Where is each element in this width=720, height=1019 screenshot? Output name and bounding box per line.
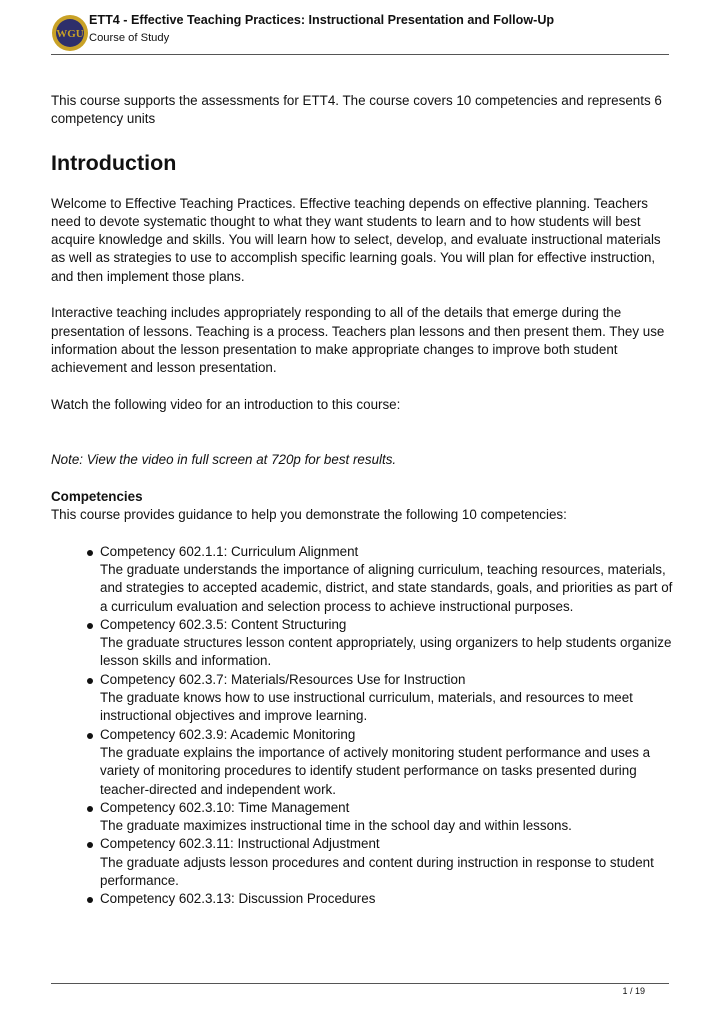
competency-item <box>100 799 673 836</box>
competency-description: The graduate explains the importance of actively monitoring student performance and uses a variety of monitoring procedures to identify student performance on tasks presented during teacher-directed and independent work. <box>100 744 651 797</box>
competency-title: Competency 602.1.1: Curriculum Alignment <box>100 543 359 559</box>
bullet-icon <box>87 678 93 684</box>
bullet-icon <box>87 897 93 903</box>
document-body <box>51 92 673 909</box>
video-instruction: Watch the following video for an introduction to this course: <box>51 396 401 412</box>
competency-item <box>100 616 673 671</box>
competency-item <box>100 890 673 908</box>
competency-description: The graduate knows how to use instructional curriculum, materials, and resources to meet instructional objectives and improve learning. <box>100 690 633 724</box>
page-header <box>51 10 669 55</box>
competency-description: The graduate understands the importance of aligning curriculum, teaching resources, materials, and strategies to accepted academic, district, and state standards, goals, and priorities as part of a curriculum evaluation and selection process to achieve instructional purposes. <box>100 561 673 614</box>
competency-description: The graduate adjusts lesson procedures and content during instruction in response to student performance. <box>100 854 654 888</box>
interactive-teaching-paragraph: Interactive teaching includes appropriately responding to all of the details that emerge during the presentation of lessons. Teaching is a process. Teachers plan lessons and then present them. They use information about the lesson presentation to make appropriate changes to improve both student achievement and lesson presentation. <box>51 305 665 376</box>
bullet-icon <box>87 733 93 739</box>
bullet-icon <box>87 550 93 556</box>
logo-text: WGU <box>56 28 84 40</box>
page-footer <box>51 983 669 996</box>
intro-paragraph: This course supports the assessments for ETT4. The course covers 10 competencies and represents 6 competency units <box>51 93 662 127</box>
bullet-icon <box>87 842 93 848</box>
competency-description: The graduate structures lesson content appropriately, using organizers to help students organize lesson skills and information. <box>100 635 672 669</box>
bullet-icon <box>87 806 93 812</box>
wgu-logo <box>51 14 89 52</box>
competency-description: The graduate maximizes instructional time in the school day and within lessons. <box>100 818 572 834</box>
competency-title: Competency 602.3.13: Discussion Procedures <box>100 891 376 907</box>
competency-title: Competency 602.3.7: Materials/Resources Use for Instruction <box>100 671 466 687</box>
video-note: Note: View the video in full screen at 720p for best results. <box>51 452 397 468</box>
competency-item <box>100 543 673 616</box>
competency-title: Competency 602.3.11: Instructional Adjustment <box>100 836 380 852</box>
section-heading: Introduction <box>51 150 177 175</box>
competencies-intro: This course provides guidance to help you demonstrate the following 10 competencies: <box>51 507 567 523</box>
document-subtitle: Course of Study <box>89 32 170 44</box>
welcome-paragraph: Welcome to Effective Teaching Practices. Effective teaching depends on effective planning. Teachers need to devote systematic thought to what they want students to learn and to how students will best acquire knowledge and skills. You will learn how to select, develop, and evaluate instructional materials as well as strategies to use to accomplish specific learning goals. You will plan for effective instruction, and then implement those plans. <box>51 195 661 284</box>
competency-title: Competency 602.3.9: Academic Monitoring <box>100 726 356 742</box>
competency-title: Competency 602.3.5: Content Structuring <box>100 616 347 632</box>
competency-list <box>51 543 673 909</box>
competency-item <box>100 726 673 799</box>
competency-title: Competency 602.3.10: Time Management <box>100 799 350 815</box>
competency-item <box>100 671 673 726</box>
page-number: 1 / 19 <box>622 986 645 996</box>
competencies-heading: Competencies <box>51 488 143 504</box>
competency-item <box>100 835 673 890</box>
document-title: ETT4 - Effective Teaching Practices: Instructional Presentation and Follow-Up <box>89 13 555 27</box>
bullet-icon <box>87 623 93 629</box>
